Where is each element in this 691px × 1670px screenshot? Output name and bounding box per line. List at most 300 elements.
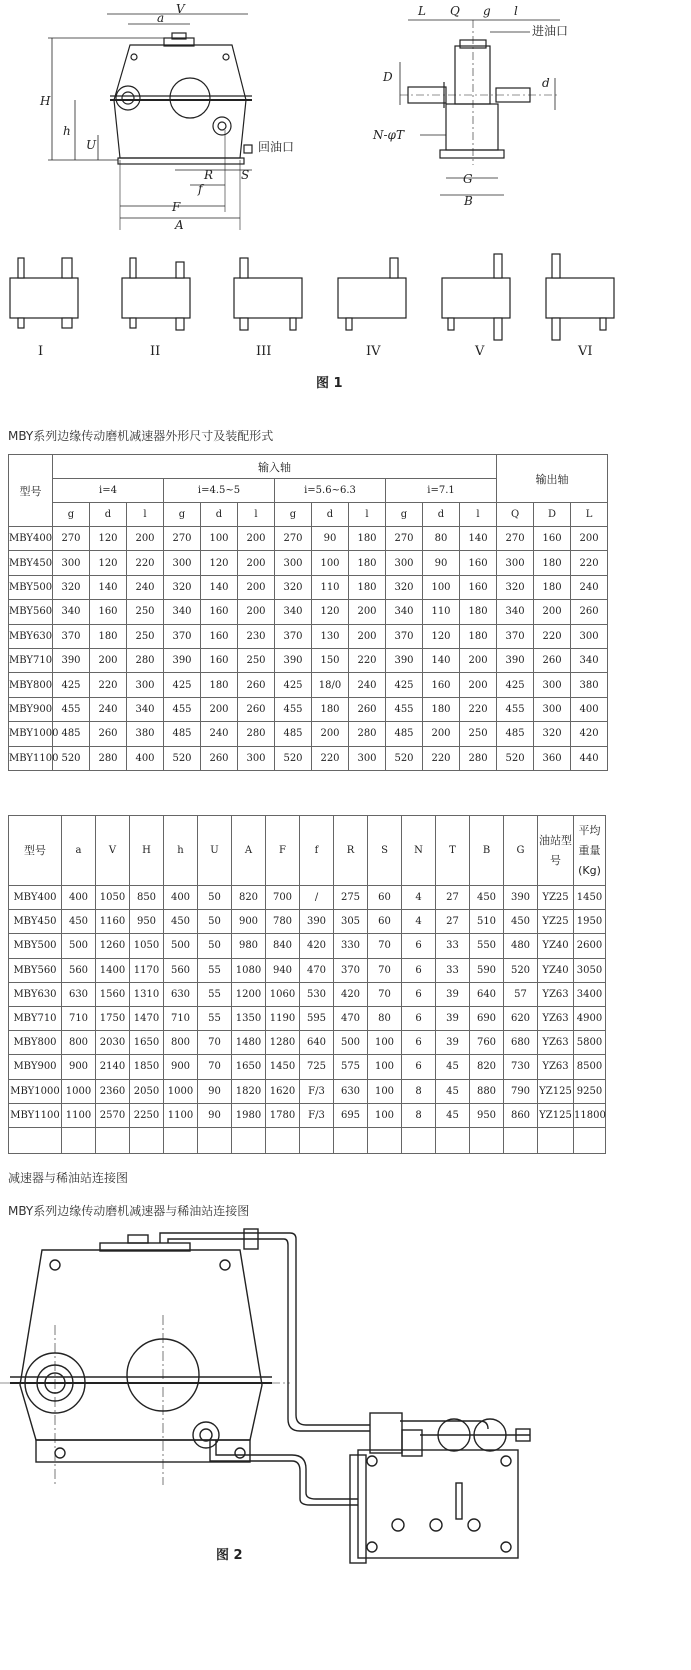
value-cell: 200	[349, 600, 386, 624]
value-cell: 1560	[96, 982, 130, 1006]
value-cell: 200	[312, 722, 349, 746]
value-cell: 455	[275, 697, 312, 721]
value-cell: 180	[201, 673, 238, 697]
value-cell: 280	[90, 746, 127, 770]
value-cell: 1100	[62, 1103, 96, 1127]
column-header: l	[238, 503, 275, 527]
value-cell: 45	[436, 1055, 470, 1079]
value-cell: 1310	[130, 982, 164, 1006]
value-cell: 280	[349, 722, 386, 746]
value-cell: 260	[238, 697, 275, 721]
value-cell: 220	[312, 746, 349, 770]
column-header: l	[127, 503, 164, 527]
dim-label-L: L	[418, 4, 426, 18]
value-cell: 1650	[130, 1031, 164, 1055]
table-row	[9, 982, 606, 1006]
model-cell: MBY450	[9, 910, 62, 934]
value-cell: 1480	[232, 1031, 266, 1055]
value-cell: 560	[164, 958, 198, 982]
value-cell: 50	[198, 910, 232, 934]
value-cell: 180	[349, 551, 386, 575]
value-cell: 27	[436, 910, 470, 934]
value-cell: 590	[470, 958, 504, 982]
value-cell: 270	[164, 527, 201, 551]
table-row	[9, 1006, 606, 1030]
value-cell: 1050	[130, 934, 164, 958]
table-1-caption: MBY系列边缘传动磨机减速器外形尺寸及装配形式	[8, 429, 274, 443]
value-cell: 480	[504, 934, 538, 958]
value-cell: 340	[275, 600, 312, 624]
value-cell: 250	[460, 722, 497, 746]
value-cell: 180	[349, 575, 386, 599]
value-cell: 950	[130, 910, 164, 934]
figure-1-label: 图 1	[316, 376, 343, 391]
value-cell: 425	[386, 673, 423, 697]
table-row	[9, 673, 608, 697]
value-cell: 420	[334, 982, 368, 1006]
value-cell: 240	[90, 697, 127, 721]
value-cell: 380	[127, 722, 164, 746]
value-cell: 55	[198, 958, 232, 982]
model-header: 型号	[9, 816, 62, 886]
value-cell: 710	[62, 1006, 96, 1030]
value-cell: 485	[53, 722, 90, 746]
value-cell: 620	[504, 1006, 538, 1030]
model-cell: MBY1000	[9, 1079, 62, 1103]
value-cell: 200	[238, 527, 275, 551]
value-cell: 1450	[266, 1055, 300, 1079]
value-cell: 240	[349, 673, 386, 697]
value-cell: 440	[571, 746, 608, 770]
value-cell: 2050	[130, 1079, 164, 1103]
value-cell: 1400	[96, 958, 130, 982]
value-cell: 860	[504, 1103, 538, 1127]
value-cell: 270	[275, 527, 312, 551]
value-cell: 220	[127, 551, 164, 575]
value-cell: 300	[349, 746, 386, 770]
value-cell: 130	[312, 624, 349, 648]
value-cell: 2600	[574, 934, 606, 958]
value-cell: 320	[497, 575, 534, 599]
value-cell: 50	[198, 934, 232, 958]
model-cell: MBY710	[9, 648, 53, 672]
column-header: N	[402, 816, 436, 886]
value-cell: YZ40	[538, 934, 574, 958]
value-cell: 4900	[574, 1006, 606, 1030]
value-cell: 200	[238, 600, 275, 624]
dim-label-R: R	[204, 168, 214, 182]
value-cell: 100	[368, 1103, 402, 1127]
value-cell: 1780	[266, 1103, 300, 1127]
value-cell: 55	[198, 982, 232, 1006]
value-cell: 1080	[232, 958, 266, 982]
value-cell: 1820	[232, 1079, 266, 1103]
value-cell: 455	[53, 697, 90, 721]
value-cell: 270	[497, 527, 534, 551]
value-cell: 300	[534, 673, 571, 697]
value-cell: 1350	[232, 1006, 266, 1030]
value-cell: 60	[368, 910, 402, 934]
table-row	[9, 697, 608, 721]
model-header: 型号	[9, 455, 53, 527]
value-cell: 790	[504, 1079, 538, 1103]
value-cell: YZ125	[538, 1079, 574, 1103]
value-cell: 1200	[232, 982, 266, 1006]
value-cell: /	[300, 886, 334, 910]
value-cell: 630	[62, 982, 96, 1006]
value-cell: YZ25	[538, 886, 574, 910]
value-cell: 840	[266, 934, 300, 958]
value-cell: 140	[460, 527, 497, 551]
table-row	[9, 1079, 606, 1103]
value-cell: YZ125	[538, 1103, 574, 1127]
value-cell: 420	[300, 934, 334, 958]
value-cell: 380	[571, 673, 608, 697]
dim-label-F: F	[172, 200, 181, 214]
column-header: T	[436, 816, 470, 886]
column-header: d	[312, 503, 349, 527]
column-header: U	[198, 816, 232, 886]
value-cell: 470	[334, 1006, 368, 1030]
value-cell: 5800	[574, 1031, 606, 1055]
value-cell: 250	[127, 600, 164, 624]
value-cell: 390	[164, 648, 201, 672]
value-cell: 1160	[96, 910, 130, 934]
value-cell: 300	[164, 551, 201, 575]
value-cell: 800	[164, 1031, 198, 1055]
figure-2-caption: MBY系列边缘传动磨机减速器与稀油站连接图	[8, 1204, 250, 1218]
value-cell: 230	[238, 624, 275, 648]
column-header: g	[386, 503, 423, 527]
value-cell: 220	[423, 746, 460, 770]
assembly-form-II: II	[150, 344, 161, 359]
value-cell: YZ63	[538, 1006, 574, 1030]
value-cell: 710	[164, 1006, 198, 1030]
value-cell: 160	[201, 624, 238, 648]
value-cell: 850	[130, 886, 164, 910]
value-cell: 500	[334, 1031, 368, 1055]
value-cell: 220	[571, 551, 608, 575]
model-cell: MBY1100	[9, 746, 53, 770]
dim-label-a: a	[157, 11, 165, 25]
table-row	[9, 575, 608, 599]
value-cell: 2030	[96, 1031, 130, 1055]
value-cell: 1060	[266, 982, 300, 1006]
column-header: g	[164, 503, 201, 527]
value-cell: 280	[238, 722, 275, 746]
value-cell: 300	[534, 697, 571, 721]
value-cell: 760	[470, 1031, 504, 1055]
column-header: a	[62, 816, 96, 886]
model-cell: MBY450	[9, 551, 53, 575]
value-cell: 70	[368, 958, 402, 982]
value-cell: 39	[436, 1031, 470, 1055]
value-cell: 300	[571, 624, 608, 648]
model-cell: MBY560	[9, 958, 62, 982]
value-cell: 690	[470, 1006, 504, 1030]
value-cell: 55	[198, 1006, 232, 1030]
dim-label-B: B	[464, 194, 473, 208]
value-cell: 455	[164, 697, 201, 721]
value-cell: 90	[423, 551, 460, 575]
ratio-header: i=4	[53, 479, 164, 503]
value-cell: 1620	[266, 1079, 300, 1103]
value-cell: 160	[460, 551, 497, 575]
dim-label-D: D	[383, 70, 393, 84]
dimension-table-1	[8, 454, 608, 771]
figure-2-label: 图 2	[216, 1548, 243, 1563]
value-cell: 90	[198, 1103, 232, 1127]
value-cell: 560	[62, 958, 96, 982]
value-cell: 820	[232, 886, 266, 910]
value-cell: 520	[275, 746, 312, 770]
value-cell: 260	[534, 648, 571, 672]
value-cell: 220	[534, 624, 571, 648]
value-cell: 6	[402, 934, 436, 958]
column-header: g	[275, 503, 312, 527]
value-cell: 520	[497, 746, 534, 770]
value-cell: 39	[436, 1006, 470, 1030]
value-cell: 11800	[574, 1103, 606, 1127]
value-cell: 70	[198, 1055, 232, 1079]
value-cell: 200	[127, 527, 164, 551]
value-cell: 120	[201, 551, 238, 575]
value-cell: 6	[402, 1031, 436, 1055]
value-cell: 640	[300, 1031, 334, 1055]
value-cell: 300	[275, 551, 312, 575]
dimension-table-2	[8, 815, 606, 1154]
value-cell: 1190	[266, 1006, 300, 1030]
dim-label-V: V	[176, 2, 185, 16]
dim-label-d: d	[542, 76, 550, 90]
table-row-empty	[9, 1127, 606, 1153]
value-cell: 680	[504, 1031, 538, 1055]
value-cell: 370	[164, 624, 201, 648]
value-cell: 370	[386, 624, 423, 648]
value-cell: 1850	[130, 1055, 164, 1079]
value-cell: 980	[232, 934, 266, 958]
column-header: 平均重量(Kg)	[574, 816, 606, 886]
value-cell: F/3	[300, 1079, 334, 1103]
value-cell: 6	[402, 1006, 436, 1030]
value-cell: 100	[368, 1079, 402, 1103]
ratio-header: i=5.6~6.3	[275, 479, 386, 503]
value-cell: 520	[386, 746, 423, 770]
value-cell: 90	[312, 527, 349, 551]
value-cell: 340	[497, 600, 534, 624]
value-cell: 470	[300, 958, 334, 982]
section-caption: 减速器与稀油站连接图	[8, 1171, 129, 1185]
value-cell: 160	[201, 600, 238, 624]
value-cell: 320	[275, 575, 312, 599]
value-cell: 27	[436, 886, 470, 910]
value-cell: 110	[423, 600, 460, 624]
value-cell: 485	[164, 722, 201, 746]
column-header: l	[349, 503, 386, 527]
value-cell: 390	[275, 648, 312, 672]
table-row	[9, 600, 608, 624]
value-cell: 425	[497, 673, 534, 697]
value-cell: 160	[534, 527, 571, 551]
column-header: Q	[497, 503, 534, 527]
value-cell: 340	[164, 600, 201, 624]
value-cell: 1050	[96, 886, 130, 910]
value-cell: 400	[62, 886, 96, 910]
value-cell: 280	[460, 746, 497, 770]
value-cell: 950	[470, 1103, 504, 1127]
column-header: 油站型号	[538, 816, 574, 886]
table-row	[9, 746, 608, 770]
value-cell: 455	[497, 697, 534, 721]
value-cell: 425	[164, 673, 201, 697]
value-cell: 180	[534, 551, 571, 575]
column-header: d	[423, 503, 460, 527]
column-header: L	[571, 503, 608, 527]
value-cell: 550	[470, 934, 504, 958]
value-cell: 575	[334, 1055, 368, 1079]
value-cell: 90	[198, 1079, 232, 1103]
table-row	[9, 527, 608, 551]
value-cell: 820	[470, 1055, 504, 1079]
value-cell: 220	[460, 697, 497, 721]
column-header: S	[368, 816, 402, 886]
table-row	[9, 624, 608, 648]
value-cell: 240	[571, 575, 608, 599]
value-cell: 6	[402, 1055, 436, 1079]
dim-label-A: A	[175, 218, 184, 232]
value-cell: 400	[127, 746, 164, 770]
value-cell: 200	[460, 648, 497, 672]
column-header: G	[504, 816, 538, 886]
value-cell: 220	[90, 673, 127, 697]
column-header: f	[300, 816, 334, 886]
value-cell: 200	[534, 600, 571, 624]
dim-label-S: S	[241, 168, 250, 182]
value-cell: 390	[300, 910, 334, 934]
value-cell: 80	[368, 1006, 402, 1030]
value-cell: 320	[386, 575, 423, 599]
column-header: h	[164, 816, 198, 886]
value-cell: 240	[127, 575, 164, 599]
value-cell: 120	[423, 624, 460, 648]
value-cell: 8500	[574, 1055, 606, 1079]
value-cell: 320	[53, 575, 90, 599]
value-cell: 39	[436, 982, 470, 1006]
value-cell: 320	[164, 575, 201, 599]
model-cell: MBY900	[9, 1055, 62, 1079]
table-row	[9, 551, 608, 575]
value-cell: 1000	[164, 1079, 198, 1103]
value-cell: 160	[90, 600, 127, 624]
column-header: B	[470, 816, 504, 886]
value-cell: 260	[238, 673, 275, 697]
value-cell: 1470	[130, 1006, 164, 1030]
value-cell: 9250	[574, 1079, 606, 1103]
column-header: D	[534, 503, 571, 527]
value-cell: 260	[571, 600, 608, 624]
assembly-form-III: III	[256, 344, 272, 359]
column-header: d	[201, 503, 238, 527]
value-cell: 340	[53, 600, 90, 624]
column-header: R	[334, 816, 368, 886]
value-cell: 3400	[574, 982, 606, 1006]
value-cell: 100	[368, 1031, 402, 1055]
model-cell: MBY500	[9, 934, 62, 958]
value-cell: 630	[164, 982, 198, 1006]
value-cell: 200	[571, 527, 608, 551]
model-cell: MBY630	[9, 982, 62, 1006]
dim-label-l: l	[514, 4, 518, 18]
value-cell: 160	[423, 673, 460, 697]
value-cell: 1260	[96, 934, 130, 958]
value-cell: 160	[201, 648, 238, 672]
dim-label-G: G	[463, 172, 473, 186]
value-cell: 1750	[96, 1006, 130, 1030]
value-cell: 1980	[232, 1103, 266, 1127]
value-cell: 510	[470, 910, 504, 934]
value-cell: 8	[402, 1103, 436, 1127]
value-cell: 180	[423, 697, 460, 721]
value-cell: 220	[349, 648, 386, 672]
value-cell: 8	[402, 1079, 436, 1103]
value-cell: 4	[402, 910, 436, 934]
value-cell: 455	[386, 697, 423, 721]
model-cell: MBY710	[9, 1006, 62, 1030]
value-cell: YZ63	[538, 1055, 574, 1079]
table-row	[9, 910, 606, 934]
value-cell: 180	[460, 624, 497, 648]
column-header: V	[96, 816, 130, 886]
value-cell: 485	[275, 722, 312, 746]
column-header: F	[266, 816, 300, 886]
value-cell: 800	[62, 1031, 96, 1055]
model-cell: MBY800	[9, 673, 53, 697]
value-cell: 260	[90, 722, 127, 746]
value-cell: 2360	[96, 1079, 130, 1103]
column-header: H	[130, 816, 164, 886]
value-cell: 250	[238, 648, 275, 672]
value-cell: 370	[53, 624, 90, 648]
value-cell: 270	[53, 527, 90, 551]
value-cell: 695	[334, 1103, 368, 1127]
value-cell: 70	[198, 1031, 232, 1055]
value-cell: 450	[164, 910, 198, 934]
value-cell: 180	[90, 624, 127, 648]
assembly-form-V: V	[475, 344, 485, 359]
value-cell: 1950	[574, 910, 606, 934]
value-cell: 200	[460, 673, 497, 697]
assembly-form-VI: VI	[578, 344, 593, 359]
table-row	[9, 648, 608, 672]
value-cell: 50	[198, 886, 232, 910]
value-cell: 33	[436, 934, 470, 958]
value-cell: 150	[312, 648, 349, 672]
value-cell: 270	[386, 527, 423, 551]
value-cell: 340	[571, 648, 608, 672]
value-cell: 700	[266, 886, 300, 910]
output-shaft-header: 输出轴	[497, 455, 608, 503]
table-row	[9, 722, 608, 746]
model-cell: MBY500	[9, 575, 53, 599]
value-cell: 300	[238, 746, 275, 770]
column-header: g	[53, 503, 90, 527]
value-cell: 100	[368, 1055, 402, 1079]
value-cell: 520	[504, 958, 538, 982]
value-cell: 485	[386, 722, 423, 746]
value-cell: 6	[402, 958, 436, 982]
value-cell: 200	[238, 551, 275, 575]
value-cell: 520	[53, 746, 90, 770]
